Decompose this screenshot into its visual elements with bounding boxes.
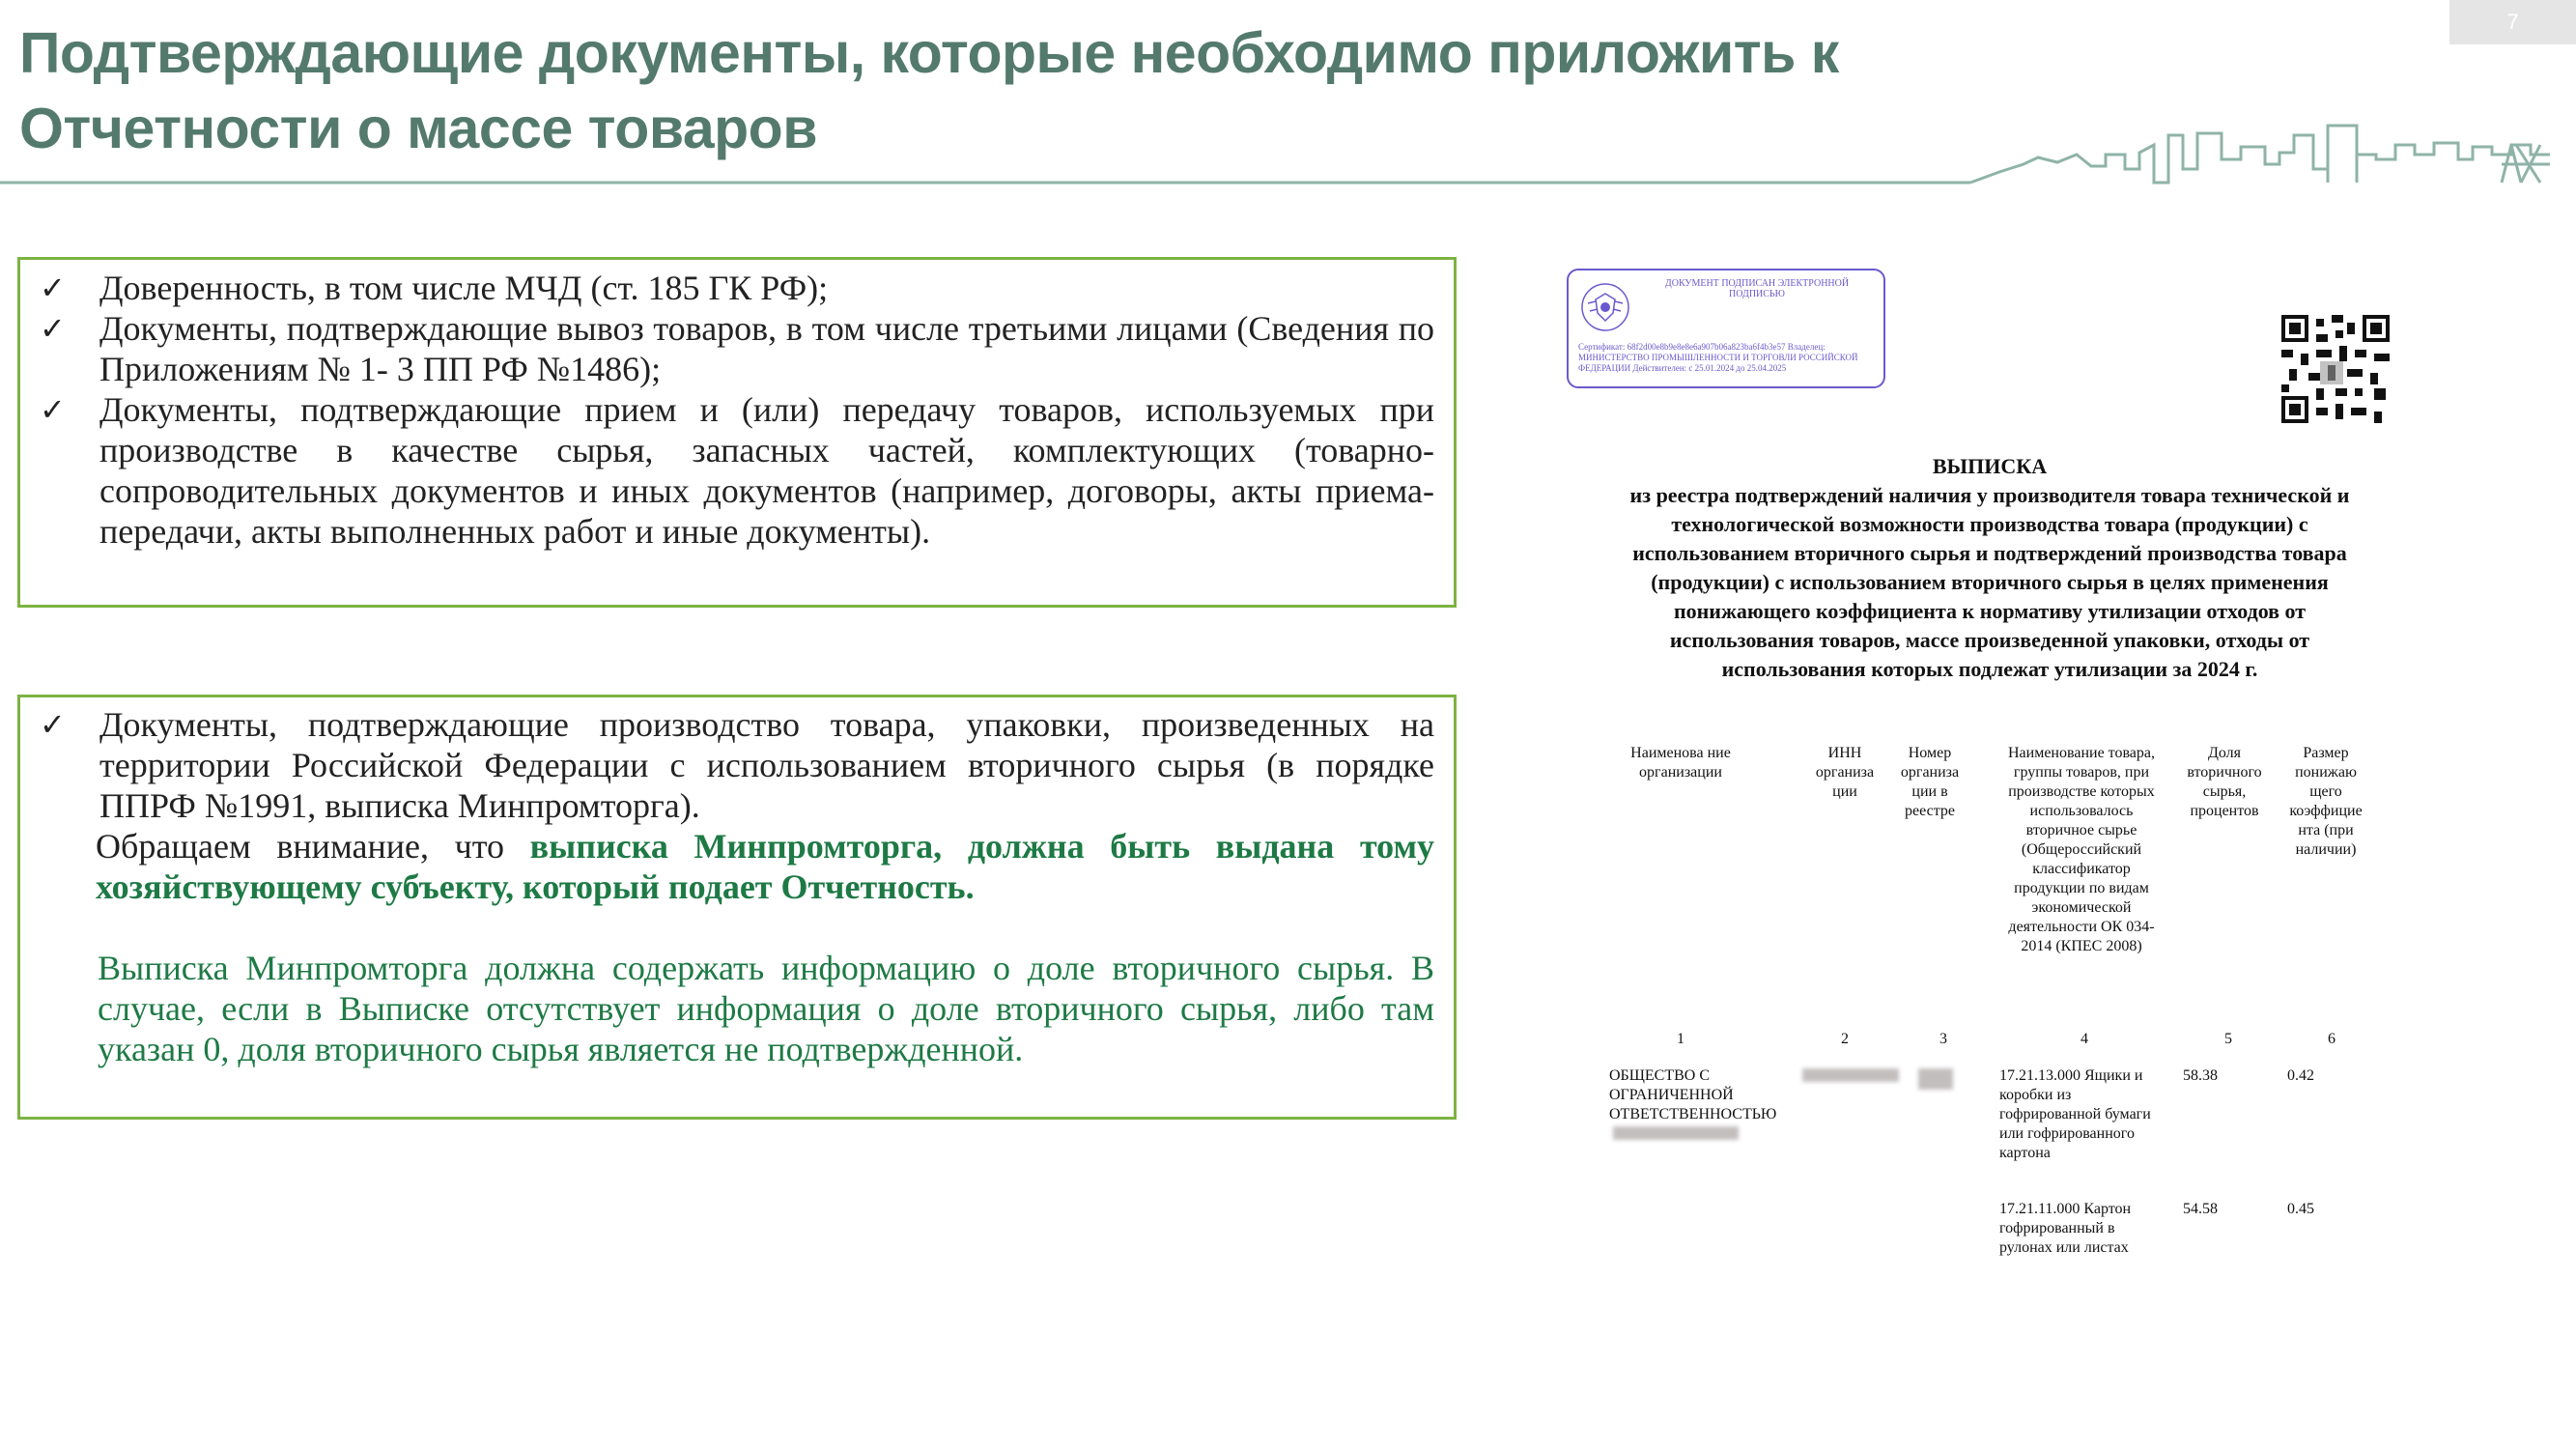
org-name-cell: ОБЩЕСТВО С ОГРАНИЧЕННОЙ ОТВЕТСТВЕННОСТЬЮ [1609, 1067, 1777, 1122]
share-cell: 54.58 [2183, 1201, 2218, 1217]
product-cell: 17.21.11.000 Картон гофрированный в рулонах или листах [1999, 1201, 2132, 1256]
documents-list-box [17, 257, 1457, 608]
attention-note-bold: выписка Минпромторга, должна быть выдана тому хозяйствующему субъекту, который подает Отчетность. [96, 827, 1434, 906]
checkmark-icon: ✓ [40, 706, 66, 743]
share-cell: 58.38 [2183, 1067, 2218, 1084]
product-cell: 17.21.13.000 Ящики и коробки из гофрированной бумаги или гофрированного картона [1999, 1067, 2151, 1161]
column-number: 5 [2224, 1031, 2232, 1047]
page-number: 7 [2449, 0, 2576, 44]
list-item [20, 268, 1454, 308]
page-title-line2: Отчетности о массе товаров [19, 97, 817, 160]
eagle-emblem-icon [1578, 280, 1632, 334]
list-item-text: Документы, подтверждающие вывоз товаров, в том числе третьими лицами (Сведения по Приложениям № 1- 3 ПП РФ №1486); [99, 309, 1434, 388]
list-item-text: Документы, подтверждающие производство товара, упаковки, произведенных на территории Российской Федерации с использованием вторичного сырья (в порядке ППРФ №1991, выписка Минпромторга). [99, 705, 1434, 825]
column-number: 4 [2081, 1031, 2088, 1047]
column-header-product-name: Наименование товара, группы товаров, при производстве которых использовалось вторичное сырье (Общероссийский классификатор продукции по видам экономической деятельности ОК 034-2014 (КПЕС 2008) [2007, 745, 2155, 954]
column-number: 3 [1939, 1031, 1947, 1047]
production-documents-list [20, 704, 1454, 826]
extract-subtitle: из реестра подтверждений наличия у производителя товара технической и технологической возможности производства товара (продукции) с использованием вторичного сырья и подтверждений производства товара (продукции) с использованием вторичного сырья в целях применения понижающего коэффициента к нормативу утилизации отходов от использования товаров, массе произведенной упаковки, отходы от использования которых подлежат утилизации за 2024 г. [1629, 483, 2350, 681]
list-item [20, 704, 1454, 826]
qr-code-icon [2281, 315, 2390, 423]
list-item [20, 389, 1454, 552]
ministry-extract-document [1545, 261, 2415, 1275]
attention-note-prefix: Обращаем внимание, что [96, 827, 530, 866]
stamp-details: Сертификат: 68f2d00e8b9e8e8e6a907b06a823ba6f4b3e57 Владелец: МИНИСТЕРСТВО ПРОМЫШЛЕННОСТИ И ТОРГОВЛИ РОССИЙСКОЙ ФЕДЕРАЦИИ Действителен: с 25.01.2024 до 25.04.2025 [1578, 342, 1858, 373]
checkmark-icon: ✓ [40, 270, 66, 306]
extract-title-block [1584, 452, 2395, 684]
extract-title: ВЫПИСКА [1932, 454, 2048, 478]
page-title-line1: Подтверждающие документы, которые необходимо приложить к [19, 21, 1839, 85]
column-header-inn: ИНН организа ции [1815, 745, 1875, 800]
secondary-raw-material-note: Выписка Минпромторга должна содержать информацию о доле вторичного сырья. В случае, если в Выписке отсутствует информация о доле вторичного сырья, либо там указан 0, доля вторичного сырья является не подтвержденной. [98, 949, 1434, 1068]
list-item-text: Доверенность, в том числе МЧД (ст. 185 ГК РФ); [99, 269, 829, 307]
column-header-registry-number: Номер организа ции в реестре [1900, 745, 1960, 819]
column-header-secondary-share: Доля вторичного сырья, процентов [2187, 745, 2262, 819]
stamp-heading: ДОКУМЕНТ ПОДПИСАН ЭЛЕКТРОННОЙ ПОДПИСЬЮ [1664, 278, 1850, 299]
page-title [19, 15, 1951, 166]
checkmark-icon: ✓ [40, 310, 66, 347]
column-number: 6 [2328, 1031, 2335, 1047]
list-item-text: Документы, подтверждающие прием и (или) передачу товаров, используемых при производстве в качестве сырья, запасных частей, комплектующих (товарно-сопроводительных документов и иных документов (например, договоры, акты приема-передачи, акты выполненных работ и иные документы). [99, 390, 1434, 551]
column-number: 2 [1841, 1031, 1849, 1047]
redacted-registry-number [1918, 1068, 1953, 1090]
electronic-signature-stamp [1567, 269, 1885, 388]
column-header-organization: Наименова ние организации [1630, 745, 1731, 781]
documents-list [20, 268, 1454, 552]
coefficient-cell: 0.45 [2287, 1201, 2314, 1217]
column-header-coefficient: Размер понижаю щего коэффицие нта (при наличии) [2289, 745, 2363, 858]
coefficient-cell: 0.42 [2287, 1067, 2314, 1084]
attention-note [96, 826, 1434, 907]
column-number: 1 [1677, 1031, 1684, 1047]
redacted-inn [1802, 1068, 1899, 1082]
production-documents-box [17, 695, 1457, 1120]
checkmark-icon: ✓ [40, 391, 66, 428]
redacted-org-name [1613, 1126, 1739, 1140]
list-item [20, 308, 1454, 389]
